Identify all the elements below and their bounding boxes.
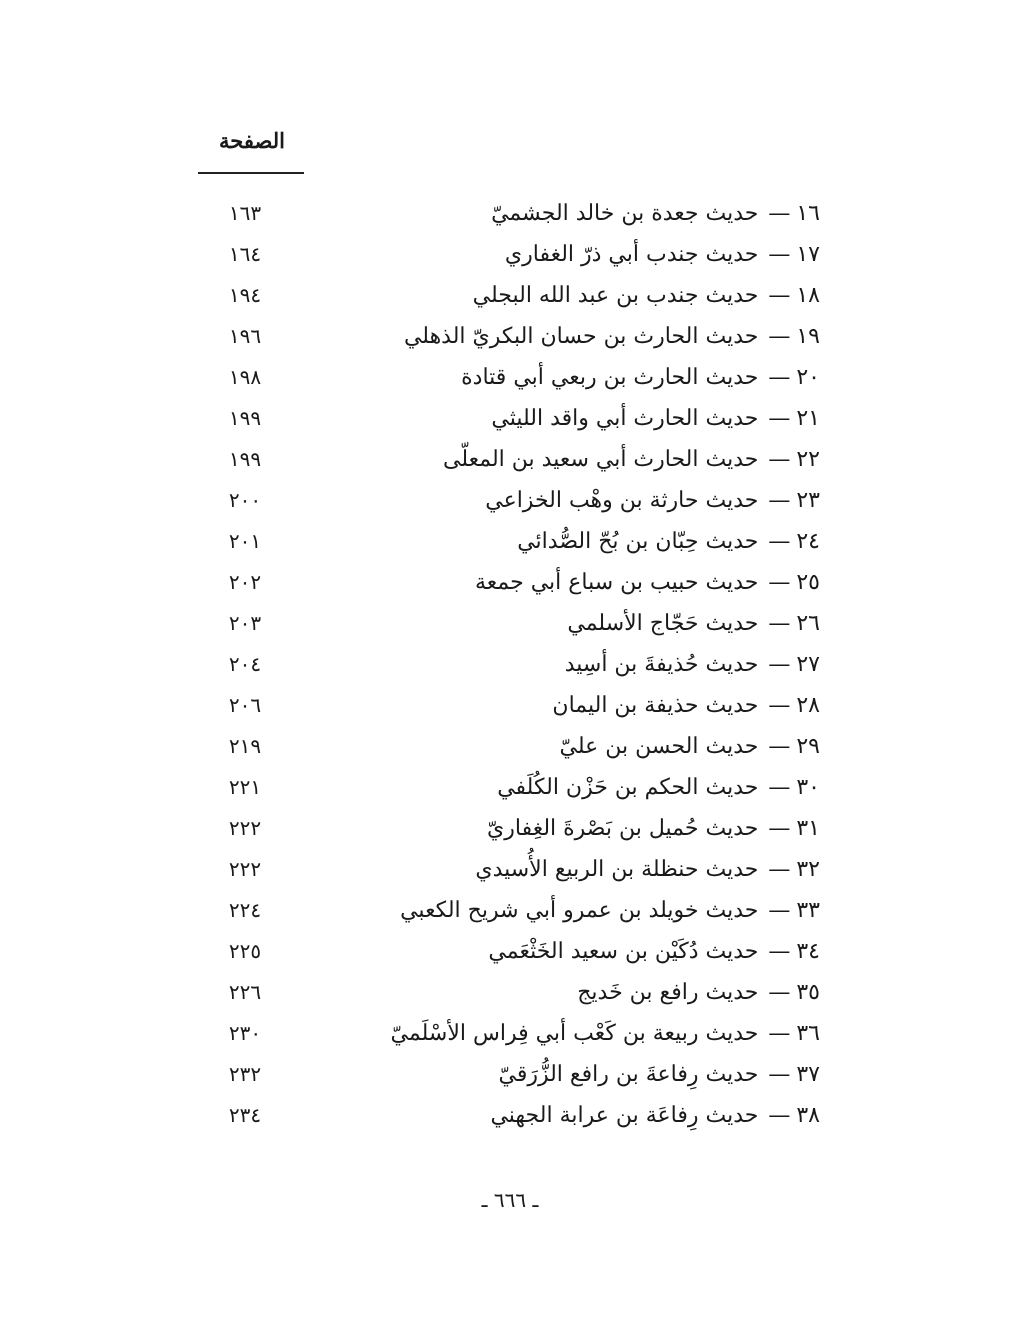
- toc-row: [150, 439, 830, 480]
- entry-dash: —: [768, 201, 791, 226]
- toc-entry: [280, 972, 820, 1013]
- entry-number: ٢٥: [796, 570, 820, 595]
- entry-page: ٢١٩: [228, 734, 262, 758]
- toc-entry: [280, 357, 820, 398]
- entry-dash: —: [768, 898, 791, 923]
- toc-row: [150, 357, 830, 398]
- toc-row: [150, 972, 830, 1013]
- entry-dash: —: [768, 1103, 791, 1128]
- toc-row: [150, 603, 830, 644]
- entry-dash: —: [768, 693, 791, 718]
- page-column-header: الصفحة: [219, 128, 285, 153]
- entry-title: حديث خويلد بن عمرو أبي شريح الكعبي: [400, 898, 759, 923]
- entry-number: ٢٧: [796, 652, 820, 677]
- entry-page: ٢٠٠: [228, 488, 262, 512]
- entry-dash: —: [768, 324, 791, 349]
- entry-page: ١٩٤: [228, 283, 262, 307]
- entry-title: حديث رِفاعةَ بن رافع الزُّرَقيّ: [498, 1062, 759, 1087]
- toc-row: [150, 521, 830, 562]
- toc-row: [150, 1013, 830, 1054]
- toc-row: [150, 931, 830, 972]
- entry-title: حديث الحارث بن حسان البكريّ الذهلي: [403, 324, 759, 349]
- entry-page: ١٦٣: [228, 201, 262, 225]
- entry-number: ٢٠: [796, 365, 820, 390]
- entry-number: ٢٨: [796, 693, 820, 718]
- toc-row: [150, 398, 830, 439]
- entry-page: ٢٣٠: [228, 1021, 262, 1045]
- toc-entry: [280, 767, 820, 808]
- entry-number: ٣٧: [796, 1062, 820, 1087]
- toc-entry: [280, 849, 820, 890]
- toc-entry: [280, 398, 820, 439]
- entry-number: ١٨: [796, 283, 820, 308]
- toc-row: [150, 644, 830, 685]
- entry-title: حديث رِفاعَة بن عرابة الجهني: [490, 1103, 759, 1128]
- entry-title: حديث حِبّان بن بُحّ الصُّدائي: [517, 529, 759, 554]
- toc-entry: [280, 931, 820, 972]
- toc-entry: [280, 234, 820, 275]
- toc-row: [150, 726, 830, 767]
- entry-page: ٢٣٤: [228, 1103, 262, 1127]
- entry-title: حديث الحارث أبي سعيد بن المعلّى: [443, 447, 759, 472]
- entry-title: حديث حذيفة بن اليمان: [552, 693, 759, 718]
- toc-entry: [280, 1054, 820, 1095]
- entry-title: حديث جندب أبي ذرّ الغفاري: [504, 242, 759, 267]
- toc-entry: [280, 316, 820, 357]
- entry-dash: —: [768, 283, 791, 308]
- entry-title: حديث جعدة بن خالد الجشميّ: [491, 201, 759, 226]
- entry-number: ١٩: [796, 324, 820, 349]
- entry-number: ٢١: [796, 406, 820, 431]
- toc-entry: [280, 480, 820, 521]
- entry-page: ٢٠٦: [228, 693, 262, 717]
- entry-number: ١٧: [796, 242, 820, 267]
- entry-dash: —: [768, 939, 791, 964]
- header-divider: [198, 172, 304, 174]
- toc-row: [150, 562, 830, 603]
- entry-dash: —: [768, 570, 791, 595]
- table-of-contents: [150, 193, 830, 1136]
- entry-dash: —: [768, 1062, 791, 1087]
- entry-number: ٣٦: [796, 1021, 820, 1046]
- toc-entry: [280, 644, 820, 685]
- toc-entry: [280, 562, 820, 603]
- entry-dash: —: [768, 734, 791, 759]
- entry-number: ٣٢: [796, 857, 820, 882]
- entry-title: حديث دُكَيْن بن سعيد الخَثْعَمي: [488, 939, 759, 964]
- entry-page: ١٦٤: [228, 242, 262, 266]
- toc-row: [150, 1054, 830, 1095]
- entry-number: ٣٤: [796, 939, 820, 964]
- toc-entry: [280, 890, 820, 931]
- entry-title: حديث الحسن بن عليّ: [559, 734, 759, 759]
- entry-dash: —: [768, 611, 791, 636]
- entry-number: ٣٥: [796, 980, 820, 1005]
- entry-page: ٢٢١: [228, 775, 262, 799]
- entry-title: حديث حُميل بن بَصْرةَ الغِفاريّ: [487, 816, 759, 841]
- entry-number: ١٦: [796, 201, 820, 226]
- entry-title: حديث الحارث أبي واقد الليثي: [491, 406, 759, 431]
- entry-title: حديث حُذيفةَ بن أسِيد: [564, 652, 759, 677]
- toc-row: [150, 316, 830, 357]
- toc-row: [150, 767, 830, 808]
- entry-title: حديث حَجّاج الأسلمي: [567, 611, 759, 636]
- entry-number: ٢٩: [796, 734, 820, 759]
- entry-number: ٢٤: [796, 529, 820, 554]
- entry-page: ٢٠٤: [228, 652, 262, 676]
- entry-number: ٢٦: [796, 611, 820, 636]
- toc-entry: [280, 439, 820, 480]
- entry-dash: —: [768, 775, 791, 800]
- toc-entry: [280, 275, 820, 316]
- toc-row: [150, 193, 830, 234]
- entry-title: حديث ربيعة بن كَعْب أبي فِراس الأسْلَميّ: [390, 1021, 759, 1046]
- entry-dash: —: [768, 816, 791, 841]
- toc-row: [150, 480, 830, 521]
- entry-page: ١٩٨: [228, 365, 262, 389]
- toc-row: [150, 234, 830, 275]
- entry-page: ٢٢٤: [228, 898, 262, 922]
- entry-dash: —: [768, 857, 791, 882]
- entry-page: ٢٣٢: [228, 1062, 262, 1086]
- entry-page: ٢٢٢: [228, 816, 262, 840]
- toc-entry: [280, 1013, 820, 1054]
- entry-title: حديث حنظلة بن الربيع الأُسيدي: [475, 857, 759, 882]
- entry-page: ١٩٩: [228, 447, 262, 471]
- toc-entry: [280, 726, 820, 767]
- entry-dash: —: [768, 1021, 791, 1046]
- entry-dash: —: [768, 406, 791, 431]
- entry-page: ٢٢٦: [228, 980, 262, 1004]
- entry-page: ١٩٦: [228, 324, 262, 348]
- entry-title: حديث حارثة بن وهْب الخزاعي: [485, 488, 759, 513]
- entry-number: ٣٨: [796, 1103, 820, 1128]
- entry-dash: —: [768, 652, 791, 677]
- entry-dash: —: [768, 488, 791, 513]
- toc-row: [150, 275, 830, 316]
- entry-dash: —: [768, 447, 791, 472]
- toc-entry: [280, 193, 820, 234]
- entry-number: ٢٢: [796, 447, 820, 472]
- page-number: ـ ٦٦٦ ـ: [481, 1188, 539, 1212]
- toc-row: [150, 890, 830, 931]
- entry-dash: —: [768, 529, 791, 554]
- entry-number: ٣١: [796, 816, 820, 841]
- entry-page: ٢٠٢: [228, 570, 262, 594]
- toc-row: [150, 1095, 830, 1136]
- toc-entry: [280, 808, 820, 849]
- entry-number: ٣٣: [796, 898, 820, 923]
- entry-page: ٢٠١: [228, 529, 262, 553]
- toc-entry: [280, 603, 820, 644]
- entry-page: ٢٠٣: [228, 611, 262, 635]
- entry-number: ٣٠: [796, 775, 820, 800]
- toc-row: [150, 808, 830, 849]
- entry-title: حديث حبيب بن سباع أبي جمعة: [474, 570, 759, 595]
- toc-entry: [280, 521, 820, 562]
- entry-page: ٢٢٢: [228, 857, 262, 881]
- entry-title: حديث الحكم بن حَزْن الكُلَفي: [497, 775, 759, 800]
- toc-entry: [280, 1095, 820, 1136]
- toc-row: [150, 685, 830, 726]
- toc-row: [150, 849, 830, 890]
- entry-number: ٢٣: [796, 488, 820, 513]
- entry-dash: —: [768, 980, 791, 1005]
- toc-entry: [280, 685, 820, 726]
- entry-page: ٢٢٥: [228, 939, 262, 963]
- entry-dash: —: [768, 365, 791, 390]
- entry-title: حديث الحارث بن ربعي أبي قتادة: [461, 365, 759, 390]
- entry-dash: —: [768, 242, 791, 267]
- entry-title: حديث رافع بن خَديج: [577, 980, 759, 1005]
- entry-page: ١٩٩: [228, 406, 262, 430]
- entry-title: حديث جندب بن عبد الله البجلي: [472, 283, 759, 308]
